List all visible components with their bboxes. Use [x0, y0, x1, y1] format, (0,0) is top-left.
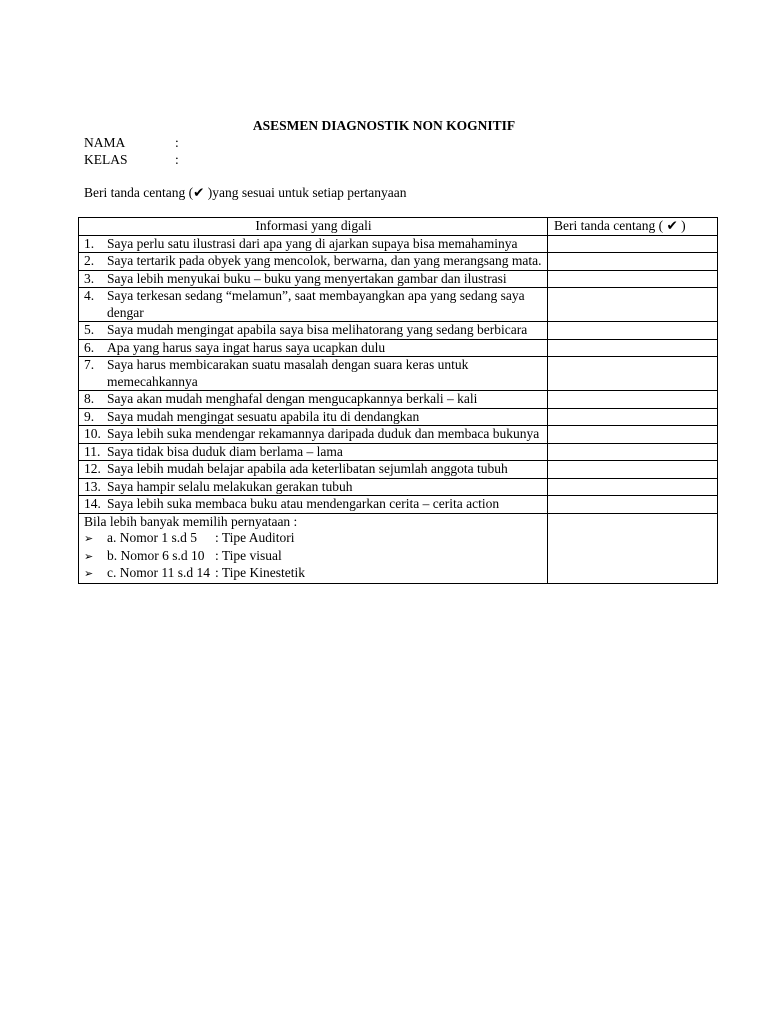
summary-type: : Tipe visual: [215, 547, 282, 563]
question-number: 2.: [84, 253, 95, 268]
arrow-bullet-icon: ➢: [84, 532, 94, 545]
table-row: [79, 408, 718, 426]
table-row: [79, 461, 718, 479]
question-text: Saya lebih menyukai buku – buku yang menyertakan gambar dan ilustrasi: [107, 270, 507, 286]
header-check: Beri tanda centang ( ✔ ): [548, 218, 718, 236]
check-cell[interactable]: [548, 270, 718, 288]
check-cell[interactable]: [548, 391, 718, 409]
table-row: [79, 391, 718, 409]
question-number: 4.: [84, 288, 95, 303]
summary-row: [79, 513, 718, 583]
question-number: 13.: [84, 478, 101, 494]
question-text: Apa yang harus saya ingat harus saya ucapkan dulu: [107, 339, 386, 355]
question-cell: [79, 443, 548, 461]
question-number: 8.: [84, 391, 95, 406]
question-number: 1.: [84, 235, 95, 251]
page-title: ASESMEN DIAGNOSTIK NON KOGNITIF: [252, 118, 516, 133]
question-number: 10.: [84, 426, 101, 441]
question-cell: [79, 478, 548, 496]
summary-item: [84, 530, 543, 548]
table-row: [79, 322, 718, 340]
question-cell: [79, 461, 548, 479]
field-separator: :: [175, 135, 179, 150]
question-cell: [79, 253, 548, 271]
question-cell: [79, 288, 548, 322]
question-text: Saya mudah mengingat apabila saya bisa melihatorang yang sedang berbicara: [107, 322, 528, 337]
question-text: Saya lebih mudah belajar apabila ada keterlibatan sejumlah anggota tubuh: [107, 461, 508, 476]
instruction-text: Beri tanda centang (✔ )yang sesuai untuk setiap pertanyaan: [84, 185, 407, 200]
arrow-bullet-icon: ➢: [84, 549, 94, 563]
question-text: Saya tidak bisa duduk diam berlama – lama: [107, 443, 343, 459]
question-cell: [79, 408, 548, 426]
table-row: [79, 288, 718, 322]
summary-item: [84, 548, 543, 566]
question-text: Saya mudah mengingat sesuatu apabila itu di dendangkan: [107, 408, 420, 424]
summary-range: a. Nomor 1 s.d 5: [107, 530, 197, 545]
check-cell[interactable]: [548, 235, 718, 253]
check-cell[interactable]: [548, 408, 718, 426]
table-row: [79, 496, 718, 514]
question-number: 9.: [84, 408, 95, 424]
question-text: Saya tertarik pada obyek yang mencolok, berwarna, dan yang merangsang mata.: [107, 253, 542, 268]
field-label: NAMA: [84, 135, 126, 150]
question-number: 7.: [84, 357, 95, 372]
field-label: KELAS: [84, 152, 128, 167]
field-nama: [84, 135, 179, 151]
questionnaire-table: [78, 217, 718, 584]
check-cell[interactable]: [548, 478, 718, 496]
check-cell[interactable]: [548, 496, 718, 514]
table-row: [79, 478, 718, 496]
question-number: 14.: [84, 496, 101, 511]
question-number: 11.: [84, 443, 101, 459]
check-cell[interactable]: [548, 426, 718, 444]
check-cell[interactable]: [548, 443, 718, 461]
question-number: 5.: [84, 322, 95, 337]
field-kelas: [84, 152, 179, 168]
summary-item: [84, 565, 543, 583]
question-text: Saya hampir selalu melakukan gerakan tubuh: [107, 478, 353, 494]
summary-intro: Bila lebih banyak memilih pernyataan :: [84, 513, 298, 529]
summary-type: : Tipe Auditori: [215, 530, 295, 545]
question-cell: [79, 339, 548, 357]
table-row: [79, 339, 718, 357]
question-number: 12.: [84, 461, 101, 476]
field-separator: :: [175, 152, 179, 167]
summary-range: b. Nomor 6 s.d 10: [107, 547, 205, 563]
question-cell: [79, 391, 548, 409]
check-cell[interactable]: [548, 461, 718, 479]
question-number: 6.: [84, 339, 95, 355]
question-text: Saya lebih suka membaca buku atau mendengarkan cerita – cerita action: [107, 496, 500, 511]
table-row: [79, 357, 718, 391]
summary-cell: [79, 513, 548, 583]
check-cell[interactable]: [548, 339, 718, 357]
check-cell[interactable]: [548, 288, 718, 322]
check-cell[interactable]: [548, 253, 718, 271]
question-text: Saya lebih suka mendengar rekamannya daripada duduk dan membaca bukunya: [107, 426, 540, 441]
summary-range: c. Nomor 11 s.d 14: [107, 565, 210, 580]
header-info: Informasi yang digali: [79, 218, 548, 236]
summary-type: : Tipe Kinestetik: [215, 565, 306, 580]
table-row: [79, 426, 718, 444]
question-cell: [79, 357, 548, 391]
question-text: Saya perlu satu ilustrasi dari apa yang di ajarkan supaya bisa memahaminya: [107, 235, 518, 251]
question-cell: [79, 322, 548, 340]
table-row: [79, 235, 718, 253]
check-cell[interactable]: [548, 357, 718, 391]
check-cell[interactable]: [548, 322, 718, 340]
question-text: Saya terkesan sedang “melamun”, saat membayangkan apa yang sedang saya dengar: [107, 288, 525, 320]
question-cell: [79, 235, 548, 253]
question-cell: [79, 426, 548, 444]
table-row: [79, 443, 718, 461]
table-row: [79, 270, 718, 288]
question-number: 3.: [84, 270, 95, 286]
table-row: [79, 253, 718, 271]
arrow-bullet-icon: ➢: [84, 567, 94, 580]
summary-check-cell[interactable]: [548, 513, 718, 583]
question-text: Saya harus membicarakan suatu masalah dengan suara keras untuk memecahkannya: [107, 357, 469, 389]
question-cell: [79, 270, 548, 288]
question-text: Saya akan mudah menghafal dengan mengucapkannya berkali – kali: [107, 391, 478, 406]
question-cell: [79, 496, 548, 514]
table-header-row: [79, 218, 718, 236]
